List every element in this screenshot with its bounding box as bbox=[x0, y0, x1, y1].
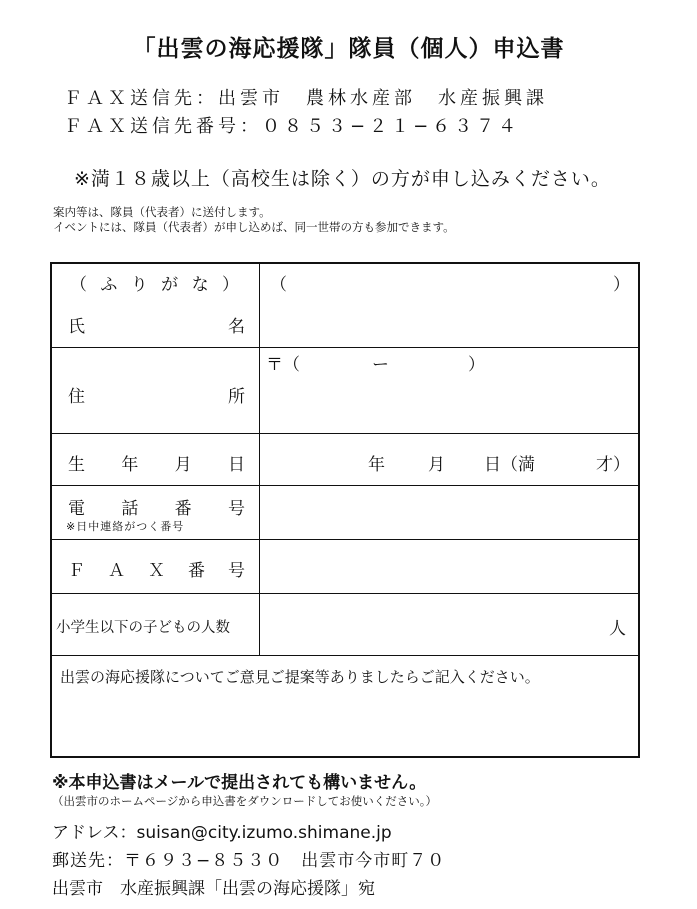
row-fax bbox=[52, 540, 638, 594]
phone-field[interactable] bbox=[260, 486, 638, 539]
comments-label: 出雲の海応援隊についてご意見ご提案等ありましたらご記入ください。 bbox=[60, 668, 540, 686]
birthday-field[interactable] bbox=[260, 434, 638, 485]
furigana-close-paren: ） bbox=[613, 275, 630, 295]
row-children bbox=[52, 594, 638, 656]
comments-field[interactable] bbox=[52, 656, 638, 756]
eligibility-notice: ※満１８歳以上（高校生は除く）の方が申し込みください。 bbox=[74, 168, 611, 190]
address-field[interactable] bbox=[260, 348, 638, 433]
row-address bbox=[52, 348, 638, 434]
phone-label: 電 話 番 号 bbox=[68, 499, 245, 519]
fax-label-cell bbox=[52, 540, 260, 593]
birthday-month: 月 bbox=[428, 455, 445, 475]
birthday-label-cell bbox=[52, 434, 260, 485]
postal-code-dash: ー bbox=[372, 355, 389, 375]
children-label-cell bbox=[52, 594, 260, 655]
fax-destination: ＦＡＸ送信先：出雲市 農林水産部 水産振興課 bbox=[64, 88, 548, 109]
form-title: 「出雲の海応援隊」隊員（個人）申込書 bbox=[132, 36, 565, 62]
address-label: 住 所 bbox=[68, 387, 245, 407]
guide-note-2: イベントには、隊員（代表者）が申し込めば、同一世帯の方も参加できます。 bbox=[53, 220, 455, 234]
application-form bbox=[50, 262, 640, 758]
row-name bbox=[52, 264, 638, 348]
furigana-label: （ ふ り が な ） bbox=[70, 275, 239, 295]
birthday-label: 生 年 月 日 bbox=[68, 455, 245, 475]
children-label: 小学生以下の子どもの人数 bbox=[56, 620, 230, 636]
birthday-day-age: 日（満 bbox=[484, 455, 535, 475]
phone-note: ※日中連絡がつく番号 bbox=[66, 520, 185, 533]
phone-label-cell bbox=[52, 486, 260, 539]
birthday-age-unit: 才） bbox=[596, 455, 630, 475]
mailing-address: 郵送先：〒６９３−８５３０ 出雲市今市町７０ bbox=[52, 851, 446, 871]
address-label-cell bbox=[52, 348, 260, 433]
mailing-recipient: 出雲市 水産振興課「出雲の海応援隊」宛 bbox=[52, 879, 375, 899]
download-note: （出雲市のホームページから申込書をダウンロードしてお使いください。） bbox=[52, 794, 438, 808]
fax-number: ＦＡＸ送信先番号：０８５３−２１−６３７４ bbox=[64, 116, 521, 137]
fax-field[interactable] bbox=[260, 540, 638, 593]
fax-label: Ｆ Ａ Ｘ 番 号 bbox=[68, 561, 245, 581]
email-address: アドレス：suisan@city.izumo.shimane.jp bbox=[52, 823, 392, 843]
furigana-open-paren: （ bbox=[270, 275, 287, 295]
row-phone bbox=[52, 486, 638, 540]
name-field[interactable] bbox=[260, 264, 638, 347]
children-unit: 人 bbox=[609, 619, 626, 639]
row-birthday bbox=[52, 434, 638, 486]
birthday-year: 年 bbox=[368, 455, 385, 475]
email-submission-note: ※本申込書はメールで提出されても構いません。 bbox=[52, 773, 427, 793]
guide-note-1: 案内等は、隊員（代表者）に送付します。 bbox=[53, 205, 271, 219]
postal-code-open: 〒（ bbox=[266, 355, 300, 375]
children-count-field[interactable] bbox=[260, 594, 638, 655]
postal-code-close: ） bbox=[468, 355, 485, 375]
name-label-cell bbox=[52, 264, 260, 347]
name-label: 氏 名 bbox=[68, 317, 245, 337]
